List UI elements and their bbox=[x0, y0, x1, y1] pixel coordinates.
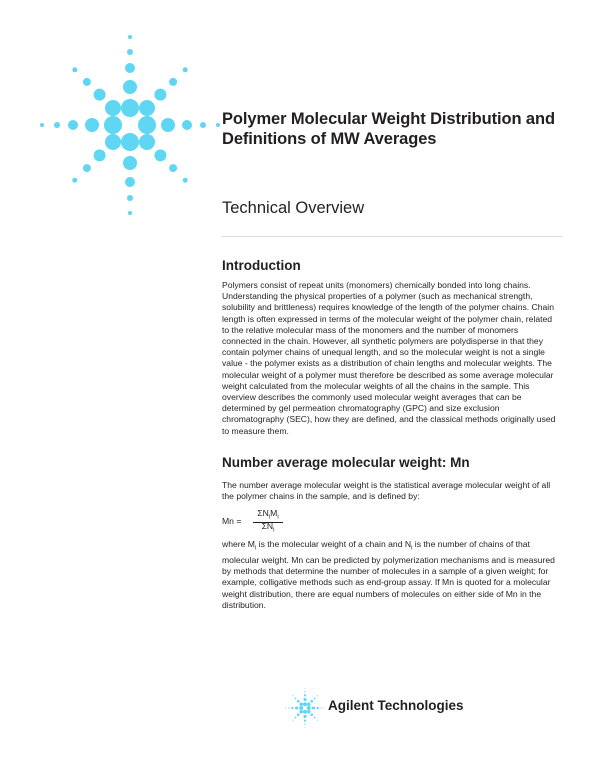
logo-dot bbox=[121, 99, 139, 117]
logo-dot bbox=[299, 706, 303, 710]
logo-dot bbox=[216, 123, 220, 127]
logo-dot bbox=[105, 100, 121, 116]
logo-dot bbox=[54, 122, 60, 128]
logo-dot bbox=[291, 707, 293, 709]
document-title: Polymer Molecular Weight Distribution and Definitions of MW Averages bbox=[222, 110, 555, 148]
logo-dot bbox=[303, 698, 306, 701]
logo-dot bbox=[312, 706, 315, 709]
logo-dot bbox=[285, 708, 286, 709]
logo-dot bbox=[104, 116, 122, 134]
logo-dot bbox=[200, 122, 206, 128]
mn-explanation-paragraph: where $M_i$ is the molecular weight of a chain and $N_i$ is the number of chains of that molecular weight. Mn can be predicted by polymerization mechanisms and is measured by methods that determine the number of molecules in a sample of a given weight; for example, colligative methods such as end-group assay. If Mn is quoted for a molecular weight distribution, there are equal numbers of molecules on either side of Mn in the distribution. bbox=[222, 539, 555, 610]
logo-dot bbox=[295, 717, 297, 719]
logo-dot bbox=[125, 63, 135, 73]
logo-dot bbox=[94, 149, 106, 161]
logo-dot bbox=[154, 149, 166, 161]
logo-dot bbox=[127, 49, 133, 55]
logo-dot bbox=[317, 720, 318, 721]
logo-dot bbox=[72, 67, 77, 72]
logo-dot bbox=[121, 133, 139, 151]
formula-lhs: Mn = bbox=[222, 516, 242, 526]
logo-dot bbox=[299, 702, 303, 706]
logo-dot bbox=[183, 178, 188, 183]
brand-name: Agilent Technologies bbox=[328, 698, 464, 713]
agilent-footer-logo-icon bbox=[285, 688, 325, 728]
logo-dot bbox=[303, 710, 307, 714]
logo-dot bbox=[127, 195, 133, 201]
logo-dot bbox=[83, 164, 91, 172]
logo-dot bbox=[94, 89, 106, 101]
logo-dot bbox=[139, 134, 155, 150]
logo-dot bbox=[297, 700, 300, 703]
logo-dot bbox=[123, 80, 137, 94]
logo-dot bbox=[317, 695, 318, 696]
mn-intro-paragraph: The number average molecular weight is the statistical average molecular weight of all the polymer chains in the sample, and is defined by: bbox=[222, 480, 551, 502]
logo-dot bbox=[169, 78, 177, 86]
logo-dot bbox=[324, 708, 325, 709]
logo-dot bbox=[304, 720, 306, 722]
logo-dot bbox=[68, 120, 78, 130]
logo-dot bbox=[303, 715, 306, 718]
logo-dot bbox=[304, 691, 305, 692]
logo-dot bbox=[310, 713, 313, 716]
logo-dot bbox=[304, 724, 305, 725]
logo-dot bbox=[303, 702, 307, 706]
logo-dot bbox=[295, 706, 298, 709]
logo-dot bbox=[128, 211, 132, 215]
logo-dot bbox=[154, 89, 166, 101]
logo-dot bbox=[161, 118, 175, 132]
logo-dot bbox=[105, 134, 121, 150]
logo-dot bbox=[292, 720, 293, 721]
logo-dot bbox=[72, 178, 77, 183]
logo-dot bbox=[305, 688, 306, 689]
logo-dot bbox=[321, 707, 322, 708]
logo-dot bbox=[123, 156, 137, 170]
logo-dot bbox=[138, 116, 156, 134]
formula-denominator: $\Sigma N_i$ bbox=[261, 521, 275, 534]
agilent-spark-logo-icon bbox=[40, 35, 220, 215]
logo-dot bbox=[182, 120, 192, 130]
logo-dot bbox=[83, 78, 91, 86]
logo-dot bbox=[139, 100, 155, 116]
logo-dot bbox=[292, 695, 293, 696]
logo-dot bbox=[128, 35, 132, 39]
logo-dot bbox=[169, 164, 177, 172]
logo-dot bbox=[314, 717, 316, 719]
logo-dot bbox=[317, 707, 319, 709]
logo-dot bbox=[183, 67, 188, 72]
title-divider bbox=[222, 236, 562, 237]
logo-dot bbox=[304, 694, 306, 696]
logo-dot bbox=[307, 702, 311, 706]
logo-dot bbox=[85, 118, 99, 132]
logo-dot bbox=[305, 727, 306, 728]
logo-dot bbox=[295, 698, 297, 700]
section-heading-introduction: Introduction bbox=[222, 258, 301, 273]
section-heading-mn: Number average molecular weight: Mn bbox=[222, 455, 470, 470]
logo-dot bbox=[40, 123, 44, 127]
logo-dot bbox=[297, 713, 300, 716]
logo-dot bbox=[307, 706, 311, 710]
document-subtitle: Technical Overview bbox=[222, 199, 365, 217]
logo-dot bbox=[299, 710, 303, 714]
logo-dot bbox=[288, 707, 289, 708]
logo-dot bbox=[310, 700, 313, 703]
introduction-paragraph: Polymers consist of repeat units (monomers) chemically bonded into long chains. Understanding the physical properties of a polymer (such as mechanical strength, solubility and brittleness) requires knowledge of the length of the polymer chains. Chain length is often expressed in terms of the molecular weight of the polymer chain, related to the relative molecular mass of the monomers and the number of monomers connected in the chain. However, all synthetic polymers are polydisperse in that they contain polymer chains of unequal length, and so the molecular weight is not a single value - the polymer exists as a distribution of chain lengths and molecular weights. The molecular weight of a polymer must therefore be described as some average molecular weight calculated from the molecular weights of all the chains in the sample. This overview describes the commonly used molecular weight averages that can be determined by gel permeation chromatography (GPC) and size exclusion chromatography (SEC), how they are defined, and the classical methods originally used to measure them. bbox=[222, 280, 556, 436]
logo-dot bbox=[125, 177, 135, 187]
logo-dot bbox=[307, 710, 311, 714]
logo-dot bbox=[314, 698, 316, 700]
formula-numerator: $\Sigma N_iM_i$ bbox=[253, 508, 283, 523]
